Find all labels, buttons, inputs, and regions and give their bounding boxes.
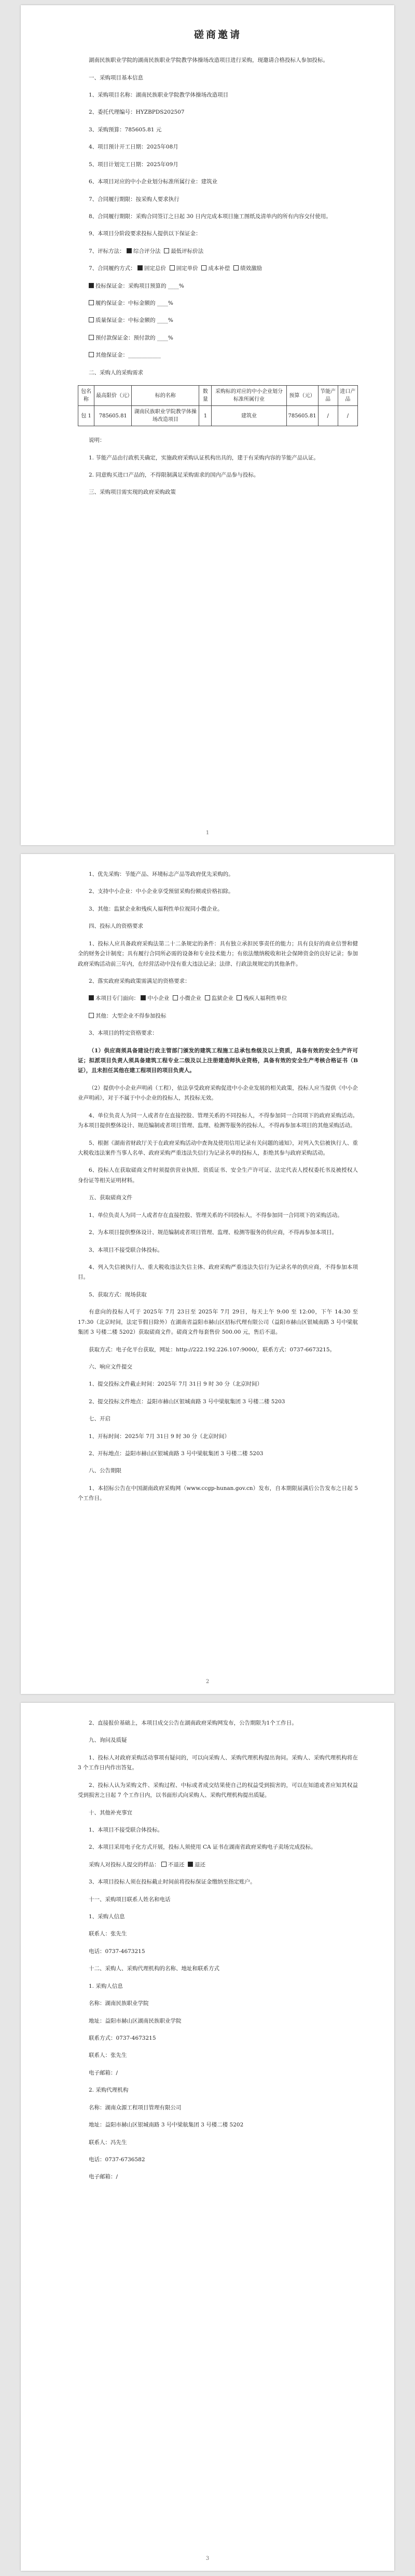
table-cell: 包 1 bbox=[78, 406, 94, 426]
table-header-cell: 包名称 bbox=[78, 386, 94, 406]
deposit-row bbox=[78, 299, 358, 308]
checkbox-no-return[interactable] bbox=[161, 1862, 167, 1867]
deposit-checkbox[interactable] bbox=[89, 300, 94, 305]
paragraph-line: 2、开标地点：益阳市赫山区银城南路 3 号中梁航集团 3 号楼二楼 5203 bbox=[89, 1450, 264, 1457]
table-header-cell: 节能产品 bbox=[318, 386, 338, 406]
paragraph-line: 联系方式：0737-4673215 bbox=[89, 2035, 156, 2042]
deposit-checkbox[interactable] bbox=[89, 352, 94, 357]
paragraph-line: 电子邮箱：/ bbox=[89, 2069, 118, 2076]
deposit-checkbox[interactable] bbox=[89, 317, 94, 322]
document-title: 磋商邀请 bbox=[193, 29, 242, 40]
table-cell: 785605.81 bbox=[94, 406, 132, 426]
table-header-cell: 标的名称 bbox=[132, 386, 199, 406]
paragraph-line: 2. 同意购买进口产品的，不得限制满足采购需求的国内产品参与投标。 bbox=[89, 472, 259, 478]
paragraph-line: 地址：益阳市赫山区湖南民族职业学院 bbox=[89, 2017, 182, 2024]
deposit-checkbox[interactable] bbox=[89, 283, 94, 288]
page-number: 3 bbox=[205, 2556, 210, 2561]
paragraph-line: 一、采购项目基本信息 bbox=[89, 74, 143, 81]
paragraph-line: 1、采购项目名称：湖南民族职业学院教学体操场改造项目 bbox=[89, 91, 229, 98]
checkbox-other[interactable] bbox=[89, 1013, 94, 1018]
paragraph-line: 九、询问及质疑 bbox=[89, 1737, 127, 1744]
paragraph-line: 4、列入失信被执行人、重大税收违法失信主体、政府采购严重违法失信行为记录名单的供应商，不得参加本项目。 bbox=[78, 1264, 358, 1281]
paragraph-line: 电话：0737-4673215 bbox=[89, 1948, 145, 1955]
paragraph-line: 地址：益阳市赫山区银城南路 3 号中梁航集团 3 号楼二楼 5202 bbox=[89, 2122, 244, 2128]
paragraph-line: 6、本项目对应的中小企业划分标准所属行业：建筑业 bbox=[89, 179, 218, 185]
deposit-row bbox=[78, 281, 358, 291]
deposit-value: 中标金额的 ____% bbox=[128, 300, 173, 307]
paragraph-line: 联系人：冯先生 bbox=[89, 2139, 127, 2146]
evaluation-method-row bbox=[78, 247, 358, 256]
checkbox-small-micro[interactable] bbox=[173, 995, 178, 1000]
paragraph-line: 三、采购项目需实现的政府采购政策 bbox=[89, 489, 176, 496]
policy-other bbox=[78, 1011, 358, 1021]
section-basic-info bbox=[78, 56, 358, 239]
paragraph-line: 1、投标人对政府采购活动事项有疑问的，可以向采购人、采购代理机构提出询问。采购人、采购代理机构将在 3 个工作日内作出答复。 bbox=[78, 1754, 358, 1771]
table-cell: 湖南民族职业学院教学体操场改造项目 bbox=[132, 406, 199, 426]
table-cell: 785605.81 bbox=[286, 406, 318, 426]
evaluation-method-label: 7、评标方法： bbox=[89, 248, 125, 254]
option-label: 小微企业 bbox=[179, 995, 202, 1002]
paragraph-line: 联系人：张先生 bbox=[89, 2052, 127, 2059]
paragraph-line: 5、项目计划完工日期：2025年09月 bbox=[89, 161, 178, 168]
paragraph-line: 八、公告期限 bbox=[89, 1468, 121, 1474]
option-label: 残疾人福利性单位 bbox=[243, 995, 287, 1002]
policy-row: 本项目专门面向： 中小企业 小微企业 监狱企业 残疾人福利性单位 bbox=[78, 994, 358, 1004]
paragraph-line: 1、采购人信息 bbox=[89, 1914, 125, 1920]
page-content bbox=[78, 26, 358, 505]
table-row bbox=[78, 406, 358, 426]
checkbox-incentive[interactable] bbox=[233, 265, 239, 270]
table-header-cell: 进口产品 bbox=[338, 386, 357, 406]
paragraph-line: 七、开启 bbox=[89, 1416, 110, 1422]
paragraph-line: （2）提供中小企业声明函（工程），依法享受政府采购促进中小企业发展的相关政策，投标人应当提供《中小企业声明函》，对于不属于中小企业的投标人，其投标无效。 bbox=[78, 1084, 358, 1102]
paragraph-line: 2、提交投标文件地点：益阳市赫山区银城南路 3 号中梁航集团 3 号楼二楼 5203 bbox=[89, 1398, 285, 1405]
table-cell: 建筑业 bbox=[212, 406, 286, 426]
document-page-3 bbox=[21, 1703, 394, 2571]
option-label: 不退还 bbox=[168, 1861, 185, 1868]
page-content bbox=[78, 1718, 358, 2190]
deposit-label: 预付款保证金： bbox=[95, 334, 134, 341]
deposit-label: 履约保证金： bbox=[95, 300, 128, 307]
paragraph-line: 1、单位负责人为同一人或者存在直接控股、管理关系的不同投标人，不得参加同一合同项下的采购活动。 bbox=[89, 1212, 343, 1218]
deposit-value: ____________ bbox=[128, 352, 161, 359]
section-contacts bbox=[78, 1877, 358, 2182]
paragraph-line: 1、投标人应具备政府采购法第二十二条规定的条件：具有独立承担民事责任的能力；具有良好的商业信誉和健全的财务会计制度；具有履行合同所必需的设备和专业技术能力；有依法缴纳税收和社会保障资金的良好记录；参加政府采购活动前三年内，在经营活动中没有重大违法记录；法律、行政法规规定的其他条件。 bbox=[78, 940, 358, 967]
paragraph-line: 电子邮箱：/ bbox=[89, 2174, 118, 2180]
section-documents bbox=[78, 1028, 358, 1504]
table-cell: / bbox=[338, 406, 357, 426]
paragraph-line: 4、项目预计开工日期：2025年08月 bbox=[89, 144, 178, 151]
option-label: 固定单价 bbox=[176, 265, 198, 272]
paragraph-line: 2、本项目采用电子化方式开展，投标人须使用 CA 证书在湖南省政府采购电子卖场完成投标。 bbox=[89, 1844, 316, 1851]
paragraph-line: 2、落实政府采购政策需满足的资格要求： bbox=[89, 978, 190, 984]
deposit-label: 质量保证金： bbox=[95, 317, 128, 324]
table-header-cell: 采购标的对应的中小企业划分标准所属行业 bbox=[212, 386, 286, 406]
paragraph-line: 3、其他：监狱企业和残疾人福利性单位视同小微企业。 bbox=[89, 905, 223, 912]
option-label: 成本补偿 bbox=[208, 265, 230, 272]
paragraph-line: 1、本项目不接受联合体投标。 bbox=[89, 1826, 163, 1833]
option-label: 监狱企业 bbox=[211, 995, 233, 1002]
checkbox-policy[interactable] bbox=[89, 995, 94, 1000]
paragraph-line: 1、提交投标文件截止时间：2025年 7月 31日 9 时 30 分（北京时间） bbox=[89, 1381, 263, 1388]
paragraph-line: 电话：0737-6736582 bbox=[89, 2156, 145, 2163]
checkbox-fixed-total[interactable] bbox=[137, 265, 143, 270]
checkbox-prison[interactable] bbox=[205, 995, 210, 1000]
paragraph-line: 5、获取方式：现场获取 bbox=[89, 1291, 147, 1298]
sample-label: 采购人对投标人提交的样品： bbox=[89, 1861, 160, 1868]
table-header-cell: 数量 bbox=[199, 386, 212, 406]
table-header-row bbox=[78, 386, 358, 406]
paragraph-line: 1、优先采购：节能产品、环境标志产品等政府优先采购的。 bbox=[89, 871, 234, 877]
procurement-table bbox=[78, 385, 358, 426]
paragraph-line: 6、投标人在获取磋商文件时须提供营业执照、资质证书、安全生产许可证、法定代表人授权委托书及被授权人身份证等相关证明材料。 bbox=[78, 1167, 358, 1184]
paragraph-line: 联系人：张先生 bbox=[89, 1931, 127, 1937]
paragraph-line: 2、直接报价基础上，本项目成交公告在湖南政府采购网发布，公告期限为1个工作日。 bbox=[89, 1720, 297, 1726]
paragraph-line: 1、本招标公告在中国湖南政府采购网（www.ccgp-hunan.gov.cn）发布，自本期限届满后公告发布之日起 5 个工作日。 bbox=[78, 1485, 358, 1502]
paragraph-line: 5、根据《湖南省财政厅关于在政府采购活动中查询及使用信用记录有关问题的通知》，对列入失信被执行人、重大税收违法案件当事人名单、政府采购严重违法失信行为记录名单的投标人，拒绝其参与政府采购活动。 bbox=[78, 1140, 358, 1157]
paragraph-line: 2. 采购代理机构 bbox=[89, 2087, 129, 2094]
deposit-checkbox[interactable] bbox=[89, 335, 94, 340]
paragraph-line: 3、本项目投标人须在投标截止时间前将投标保证金缴纳至指定账户。 bbox=[89, 1879, 256, 1886]
checkbox-return[interactable] bbox=[188, 1862, 193, 1867]
paragraph-line: （1）供应商须具备建设行政主管部门颁发的建筑工程施工总承包叁级及以上资质，具备有效的安全生产许可证；拟派项目负责人须具备建筑工程专业二级及以上注册建造师执业资格，具备有效的安全生产考核合格证书（B证），且未担任其他在建工程项目的项目负责人。 bbox=[78, 1047, 358, 1074]
paragraph-line: 2、投标人认为采购文件、采购过程、中标或者成交结果使自己的权益受到损害的，可以在知道或者应知其权益受到损害之日起 7 个工作日内，以书面形式向采购人、采购代理机构提出质疑。 bbox=[78, 1782, 358, 1799]
contract-method-label: 7、合同履约方式： bbox=[89, 265, 136, 272]
paragraph-line: 2、委托代理编号：HYZBPDS202507 bbox=[89, 109, 185, 116]
contract-method-row bbox=[78, 264, 358, 274]
paragraph-line: 7、合同履行期限：按采购人要求执行 bbox=[89, 196, 179, 202]
paragraph-line: 1、开标时间：2025年 7月 31日 9 时 30 分（北京时间） bbox=[89, 1433, 230, 1440]
paragraph-line: 六、响应文件提交 bbox=[89, 1363, 132, 1370]
deposit-row bbox=[78, 333, 358, 343]
paragraph-line: 8、合同履行期限：采购合同签订之日起 30 日内完成本项目施工图纸及清单内的所有内容交付使用。 bbox=[89, 213, 331, 220]
option-label: 最低评标价法 bbox=[171, 248, 204, 254]
paragraph-line: 十一、采购项目联系人姓名和电话 bbox=[89, 1896, 171, 1903]
paragraph-line: 获取方式：电子化平台获取，网址：http://222.192.226.107:9000/，联系方式：0737-6673215。 bbox=[89, 1346, 336, 1353]
table-header-cell: 预算（元） bbox=[286, 386, 318, 406]
paragraph-line: 3、本项目不接受联合体投标。 bbox=[89, 1246, 163, 1253]
document-page-1 bbox=[21, 5, 394, 845]
checkbox-fixed-unit[interactable] bbox=[170, 265, 175, 270]
option-label: 退还 bbox=[195, 1861, 206, 1868]
table-cell: 1 bbox=[199, 406, 212, 426]
deposit-value: 中标金额的 ____% bbox=[128, 317, 173, 324]
sample-row bbox=[78, 1860, 358, 1870]
paragraph-line: 名称：湖南众源工程项目管理有限公司 bbox=[89, 2104, 182, 2111]
page-number: 2 bbox=[205, 1679, 210, 1685]
table-header-cell: 最高限价（元） bbox=[94, 386, 132, 406]
option-label: 绩效激励 bbox=[240, 265, 262, 272]
paragraph-line: 2、为本项目提供整体设计、规范编制或者项目管理、监理、检测等服务的供应商，不得再参加本项目。 bbox=[89, 1229, 338, 1236]
paragraph-line: 说明： bbox=[89, 437, 105, 444]
page-content bbox=[78, 870, 358, 1511]
checkbox-lowest-price[interactable] bbox=[164, 248, 169, 253]
paragraph-line: 1. 节能产品由行政机关确定，实施政府采购认证机构出具的，建于有采购内容的节能产品认证。 bbox=[89, 454, 319, 461]
checkbox-comprehensive[interactable] bbox=[127, 248, 132, 253]
paragraph-line: 3、采购预算：785605.81 元 bbox=[89, 126, 162, 133]
section-qualifications bbox=[78, 870, 358, 986]
paragraph-line: 十、其他补充事宜 bbox=[89, 1809, 132, 1816]
document-page-2 bbox=[21, 854, 394, 1694]
section-inquiries bbox=[78, 1718, 358, 1853]
deposit-value: 预付款的 ____% bbox=[133, 334, 173, 341]
paragraph-line: 9、本项目分阶段要求投标人提供以下保证金： bbox=[89, 231, 201, 237]
page-number: 1 bbox=[205, 830, 210, 836]
option-label: 综合评分法 bbox=[133, 248, 161, 254]
option-label: 固定总价 bbox=[144, 265, 167, 272]
paragraph-line: 四、投标人的资格要求 bbox=[89, 923, 143, 930]
deposit-label: 投标保证金： bbox=[95, 282, 128, 289]
table-heading: 二、采购人的采购需求 bbox=[89, 369, 143, 376]
policy-other-label: 其他：大型企业不得参加投标 bbox=[95, 1012, 167, 1019]
deposit-value: 采购项目预算的 ____% bbox=[128, 282, 184, 289]
paragraph-line: 十二、采购人、采购代理机构的名称、地址和联系方式 bbox=[89, 1965, 219, 1972]
paragraph-line: 2、支持中小企业：中小企业享受预留采购份额或价格扣除。 bbox=[89, 888, 234, 895]
checkbox-sme[interactable] bbox=[141, 995, 146, 1000]
deposit-row bbox=[78, 350, 358, 360]
option-label: 中小企业 bbox=[147, 995, 170, 1002]
deposit-list bbox=[78, 281, 358, 361]
deposit-row bbox=[78, 316, 358, 326]
paragraph-line: 名称：湖南民族职业学院 bbox=[89, 2000, 149, 2007]
table-notes bbox=[78, 436, 358, 498]
paragraph-line: 湖南民族职业学院的湖南民族职业学院教学体操场改造项目进行采购，现邀请合格投标人参加投标。 bbox=[89, 57, 328, 64]
paragraph-line: 1. 采购人信息 bbox=[89, 1983, 123, 1989]
checkbox-cost-comp[interactable] bbox=[201, 265, 206, 270]
policy-label: 本项目专门面向 bbox=[95, 995, 134, 1002]
paragraph-line: 4、单位负责人为同一人或者存在直接控股、管理关系的不同投标人，不得参加同一合同项下的政府采购活动。为本项目提供整体设计、规范编制或者项目管理、监理、检测等服务的投标人，不得再参加本项目的其他采购活动。 bbox=[78, 1112, 358, 1129]
paragraph-line: 五、获取磋商文件 bbox=[89, 1195, 132, 1201]
paragraph-line: 有意向的投标人可于 2025年 7月 23日至 2025年 7月 29日，每天上午 9:00 至 12:00，下午 14:30 至 17:30（北京时间，法定节假日除外）在湖南省益阳市赫山区招标代理有限公司（益阳市赫山区银城南路 3 号中梁航集团 3 号楼二楼 5202）获取磋商文件。磋商文件每套售价 500.00 元，售后不退。 bbox=[78, 1309, 358, 1336]
checkbox-disabled[interactable] bbox=[237, 995, 242, 1000]
table-cell: / bbox=[318, 406, 338, 426]
deposit-label: 其他保证金： bbox=[95, 352, 128, 359]
paragraph-line: 3、本项目的特定资格要求： bbox=[89, 1030, 158, 1037]
